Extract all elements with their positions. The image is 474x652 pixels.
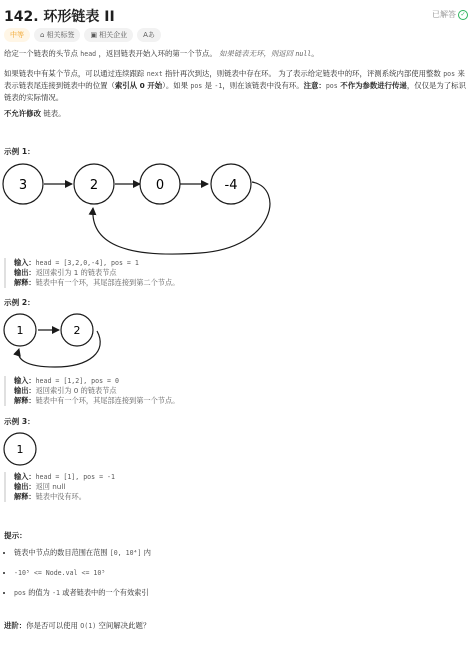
- follow-up: [4, 620, 466, 632]
- text: 是: [202, 81, 215, 90]
- problem-title: 142. 环形链表 II: [4, 9, 115, 25]
- list-node: [74, 164, 114, 204]
- related-tags-button[interactable]: [34, 28, 80, 42]
- text: 空间解决此题？: [96, 621, 151, 630]
- example-1-block: [4, 258, 466, 288]
- constraints-list: [4, 548, 466, 608]
- follow-up-label: 进阶：: [4, 621, 27, 630]
- example-2-block: [4, 376, 466, 406]
- related-tags-label: 相关标签: [46, 31, 75, 39]
- output-label: 输出：: [14, 482, 36, 491]
- list-node: [61, 314, 93, 346]
- list-node: [4, 433, 36, 465]
- check-circle-icon: ✓: [458, 10, 468, 20]
- bold-text: 不作为参数进行传递: [337, 81, 407, 90]
- code-minus-one: -1: [214, 82, 223, 90]
- explain-label: 解释：: [14, 278, 36, 287]
- text: ，返回链表开始入环的第一个节点。: [96, 49, 220, 58]
- code-pos: pos: [325, 82, 338, 90]
- text: 或者链表中的一个有效索引: [60, 588, 149, 597]
- bold-text: 不允许修改: [4, 109, 41, 118]
- output-label: 输出：: [14, 268, 36, 277]
- list-node: [211, 164, 251, 204]
- tag-icon: ⌂: [40, 31, 45, 39]
- example-3-diagram: [0, 430, 60, 470]
- constraint-item: [14, 548, 466, 558]
- output-value: 返回索引为 0 的链表节点: [35, 386, 117, 395]
- text: 你是否可以使用: [26, 621, 81, 630]
- constraint-item: [14, 568, 466, 578]
- lock-icon: ▣: [90, 31, 98, 39]
- code-pos: pos: [190, 82, 203, 90]
- node-value: 1: [16, 443, 24, 456]
- node-value: 3: [18, 178, 28, 193]
- input-value: head = [3,2,0,-4], pos = 1: [35, 259, 139, 267]
- code-head: head: [80, 50, 97, 58]
- code-pos: pos: [14, 589, 26, 597]
- description-paragraph-2: [4, 68, 466, 104]
- explain-value: 链表中有一个环，其尾部连接到第二个节点。: [35, 278, 180, 287]
- example-3-title: 示例 3：: [4, 417, 35, 426]
- constraint-item: [14, 588, 466, 598]
- example-3-block: [4, 472, 466, 502]
- text: 链表。: [40, 109, 66, 118]
- code-null: null: [295, 50, 312, 58]
- emphasis: [219, 49, 311, 58]
- text: 指针再次到达，则链表中存在环。 为了表示给定链表中的环，评测系统内部使用整数: [162, 69, 444, 78]
- text: ，则在该链表中没有环。: [222, 81, 304, 90]
- code-complexity: O(1): [80, 622, 97, 630]
- list-node: [3, 164, 43, 204]
- example-2-diagram: [0, 311, 200, 373]
- text: 给定一个链表的头节点: [4, 49, 81, 58]
- example-2-title: 示例 2：: [4, 298, 35, 307]
- node-value: -4: [224, 178, 238, 193]
- text: 来表示链表尾连接到链表中的位置（: [4, 69, 465, 90]
- text: 如果链表中有某个节点，可以通过连续跟踪: [4, 69, 147, 78]
- explain-value: 链表中没有环。: [35, 492, 86, 501]
- node-value: 2: [73, 324, 81, 337]
- difficulty-badge[interactable]: 中等: [4, 28, 30, 42]
- example-1-diagram: [0, 158, 474, 258]
- solved-label: 已解答: [432, 10, 456, 19]
- bold-text: 注意：: [303, 81, 326, 90]
- node-value: 1: [16, 324, 24, 337]
- text: 的值为: [25, 588, 53, 597]
- input-value: head = [1], pos = -1: [35, 473, 115, 481]
- output-value: 返回索引为 1 的链表节点: [35, 268, 117, 277]
- explain-label: 解释：: [14, 492, 36, 501]
- input-label: 输入：: [14, 472, 36, 481]
- input-label: 输入：: [14, 376, 36, 385]
- text: 链表中节点的数目范围在范围: [14, 548, 110, 557]
- code-range: [0, 10⁴]: [109, 549, 142, 557]
- input-value: head = [1,2], pos = 0: [35, 377, 119, 385]
- input-label: 输入：: [14, 258, 36, 267]
- text: 内: [141, 548, 151, 557]
- bold-text: 索引从 0 开始: [114, 81, 163, 90]
- example-1-title: 示例 1：: [4, 147, 35, 156]
- node-value: 0: [155, 178, 165, 193]
- constraints-title: 提示：: [4, 531, 27, 540]
- related-companies-button[interactable]: [84, 28, 133, 42]
- code-next: next: [146, 70, 163, 78]
- explain-label: 解释：: [14, 396, 36, 405]
- text: 。: [311, 49, 319, 58]
- translate-button[interactable]: [137, 28, 161, 42]
- code-val-range: -10⁵ <= Node.val <= 10⁵: [14, 569, 106, 577]
- text: ，仅仅是为了标识链表的实际情况。: [4, 81, 466, 102]
- text: 如果链表无环，则返回: [219, 49, 296, 58]
- output-value: 返回 null: [35, 482, 66, 491]
- code-minus-one: -1: [52, 589, 61, 597]
- tag-bar: [4, 28, 466, 42]
- node-value: 2: [89, 178, 99, 193]
- solved-status: [432, 9, 468, 20]
- related-companies-label: 相关企业: [99, 31, 128, 39]
- explain-value: 链表中有一个环，其尾部连接到第一个节点。: [35, 396, 180, 405]
- text: ）。如果: [162, 81, 191, 90]
- list-node: [140, 164, 180, 204]
- list-node: [4, 314, 36, 346]
- output-label: 输出：: [14, 386, 36, 395]
- description-paragraph-3: [4, 108, 466, 120]
- translate-icon: Aあ: [143, 31, 155, 39]
- description-paragraph-1: [4, 48, 466, 60]
- code-pos: pos: [443, 70, 456, 78]
